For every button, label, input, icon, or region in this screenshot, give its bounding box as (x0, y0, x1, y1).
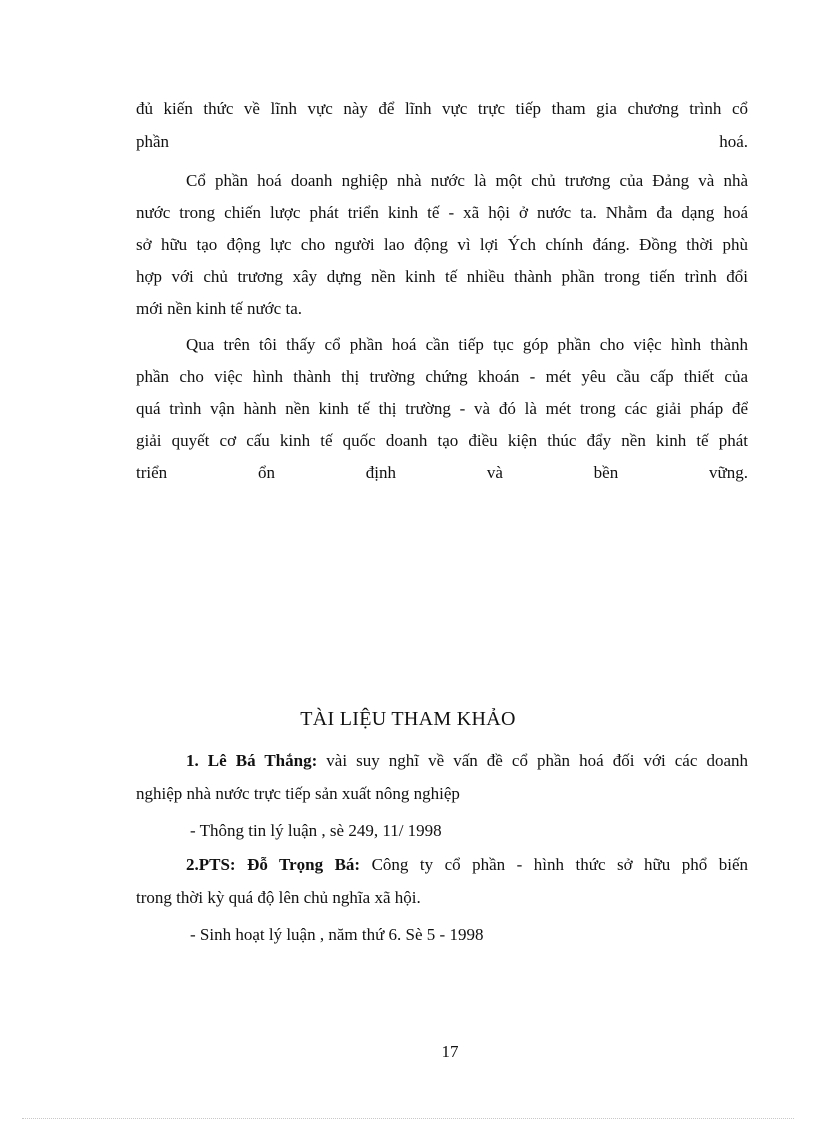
page-number: 17 (441, 1042, 459, 1061)
reference-1-line-1 (186, 750, 748, 772)
paragraph-1-line-1: Cổ phần hoá doanh nghiệp nhà nước là một chủ trương của Đảng và nhà (186, 171, 748, 190)
paragraph-2-line-2: phần cho việc hình thành thị trường chứng khoán - mét yêu cầu cấp thiết của (136, 367, 748, 386)
reference-1-source: - Thông tin lý luận , sè 249, 11/ 1998 (190, 821, 442, 840)
paragraph-1-line-3: sở hữu tạo động lực cho người lao động vì lợi Ých chính đáng. Đồng thời phù (136, 235, 748, 254)
reference-1-title-part1: vài suy nghĩ về vấn đề cổ phần hoá đối với các doanh (317, 751, 748, 770)
paragraph-2-line-3: quá trình vận hành nền kinh tế thị trường - và đó là mét trong các giải pháp để (136, 399, 748, 418)
paragraph-1-line-4: hợp với chủ trương xây dựng nền kinh tế nhiều thành phần trong tiến trình đổi (136, 267, 748, 286)
references-title: TÀI LIỆU THAM KHẢO (300, 708, 516, 730)
paragraph-2-line-1: Qua trên tôi thấy cổ phần hoá cần tiếp tục góp phần cho việc hình thành (186, 335, 748, 354)
reference-2-title-part1: Công ty cổ phần - hình thức sở hữu phổ biến (360, 855, 749, 874)
page-bottom-divider (22, 1118, 794, 1119)
paragraph-2-line-4: giải quyết cơ cấu kinh tế quốc doanh tạo điều kiện thúc đẩy nền kinh tế phát (136, 431, 748, 450)
reference-2-source: - Sinh hoạt lý luận , năm thứ 6. Sè 5 - 1998 (190, 925, 484, 944)
paragraph-0-word-left: phần (136, 132, 170, 151)
reference-1-line-2: nghiệp nhà nước trực tiếp sản xuất nông nghiệp (136, 784, 460, 803)
paragraph-0-line-1: đủ kiến thức về lĩnh vực này để lĩnh vực trực tiếp tham gia chương trình cổ (136, 99, 748, 118)
reference-2-line-1 (186, 854, 748, 876)
paragraph-1-line-2: nước trong chiến lược phát triển kinh tế - xã hội ở nước ta. Nhằm đa dạng hoá (136, 203, 748, 222)
reference-2-author: 2.PTS: Đỗ Trọng Bá: (186, 855, 361, 874)
paragraph-0-line-2 (136, 131, 748, 153)
paragraph-0-word-right: hoá. (719, 132, 748, 151)
paragraph-2-line-5: triển ổn định và bền vững. (136, 463, 748, 482)
reference-1-author: 1. Lê Bá Thắng: (186, 751, 318, 770)
reference-2-line-2: trong thời kỳ quá độ lên chủ nghĩa xã hội. (136, 888, 421, 907)
paragraph-1-line-5: mới nền kinh tế nước ta. (136, 299, 302, 318)
